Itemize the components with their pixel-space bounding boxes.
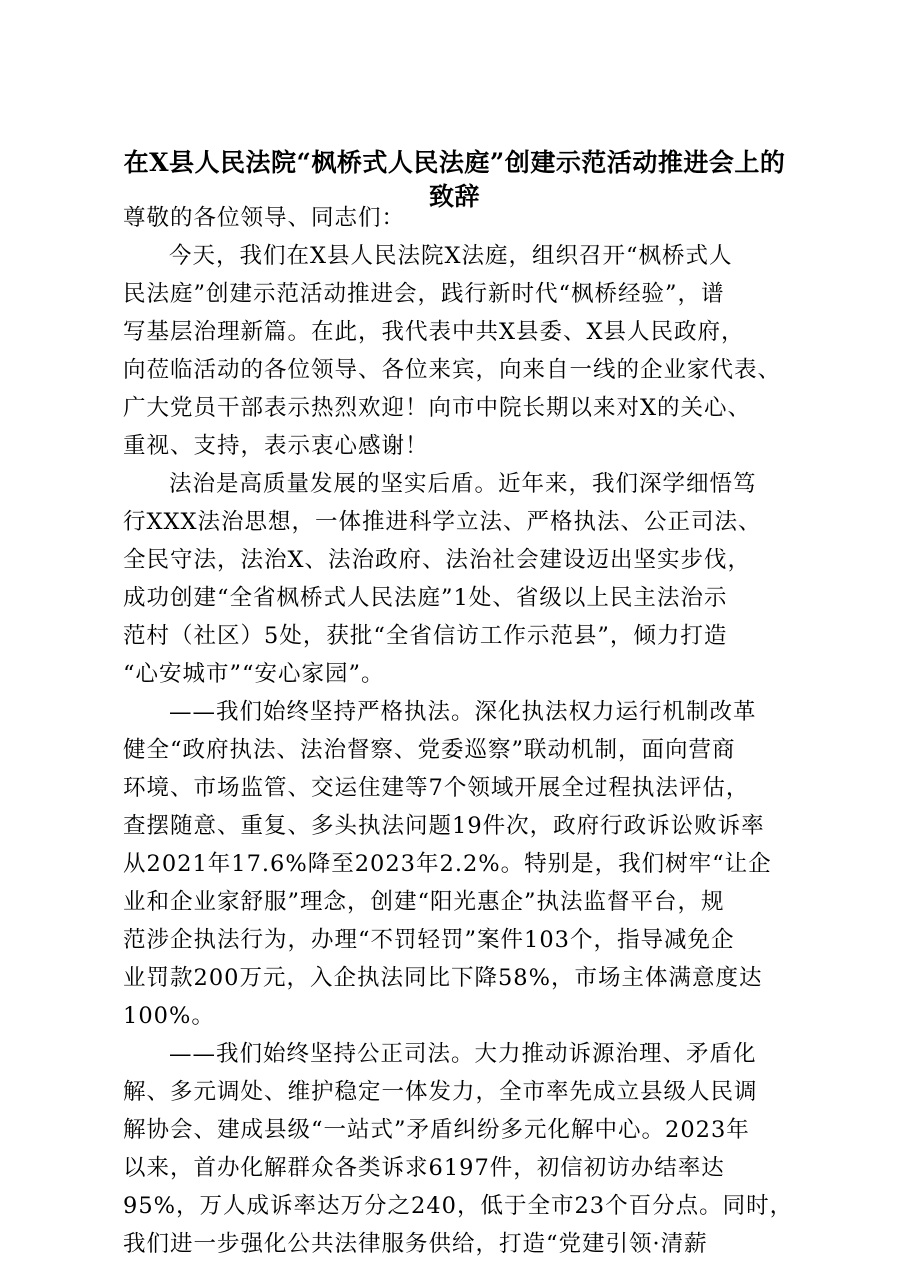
body-text-line: 范村（社区）5处，获批“全省信访工作示范县”，倾力打造 <box>123 623 728 649</box>
body-text-line: “心安城市”“安心家园”。 <box>123 661 385 687</box>
body-text-line: ——我们始终坚持公正司法。大力推动诉源治理、矛盾化 <box>169 1041 757 1067</box>
body-text-line: ——我们始终坚持严格执法。深化执法权力运行机制改革 <box>169 699 757 725</box>
body-text-line: 95%，万人成诉率达万分之240，低于全市23个百分点。同时， <box>123 1193 794 1219</box>
body-text-line: 成功创建“全省枫桥式人民法庭”1处、省级以上民主法治示 <box>123 585 728 611</box>
body-text-line: 我们进一步强化公共法律服务供给，打造“党建引领·清薪 <box>123 1231 708 1257</box>
body-text-line: 环境、市场监管、交运住建等7个领域开展全过程执法评估， <box>123 775 750 801</box>
document-title-line-2: 致辞 <box>428 182 480 211</box>
body-text-line: 今天，我们在X县人民法院X法庭，组织召开“枫桥式人 <box>169 243 733 269</box>
body-text-line: 全民守法，法治X、法治政府、法治社会建设迈出坚实步伐， <box>123 547 752 573</box>
body-text-line: 100%。 <box>123 1003 215 1029</box>
body-text-line: 范涉企执法行为，办理“不罚轻罚”案件103个，指导减免企 <box>123 927 735 953</box>
body-text-line: 民法庭”创建示范活动推进会，践行新时代“枫桥经验”，谱 <box>123 281 725 307</box>
document-title-line-1: 在X县人民法院“枫桥式人民法庭”创建示范活动推进会上的 <box>123 148 786 177</box>
body-text-line: 从2021年17.6%降至2023年2.2%。特别是，我们树牢“让企 <box>123 851 772 877</box>
body-text-line: 业罚款200万元，入企执法同比下降58%，市场主体满意度达 <box>123 965 763 991</box>
body-text-line: 查摆随意、重复、多头执法问题19件次，政府行政诉讼败诉率 <box>123 813 765 839</box>
body-text-line: 以来，首办化解群众各类诉求6197件，初信初访办结率达 <box>123 1155 725 1181</box>
body-text-line: 解协会、建成县级“一站式”矛盾纠纷多元化解中心。2023年 <box>123 1117 750 1143</box>
body-text-line: 行XXX法治思想，一体推进科学立法、严格执法、公正司法、 <box>123 509 762 535</box>
body-text-line: 健全“政府执法、法治督察、党委巡察”联动机制，面向营商 <box>123 737 736 763</box>
body-text-line: 法治是高质量发展的坚实后盾。近年来，我们深学细悟笃 <box>169 471 757 497</box>
body-text-line: 解、多元调处、维护稳定一体发力，全市率先成立县级人民调 <box>123 1079 758 1105</box>
body-text-line: 业和企业家舒服”理念，创建“阳光惠企”执法监督平台，规 <box>123 889 725 915</box>
body-text-line: 写基层治理新篇。在此，我代表中共X县委、X县人民政府， <box>123 319 745 345</box>
body-text-line: 广大党员干部表示热烈欢迎！向市中院长期以来对X的关心、 <box>123 395 752 421</box>
body-text-line: 重视、支持，表示衷心感谢！ <box>123 433 429 459</box>
body-text-line: 尊敬的各位领导、同志们： <box>123 205 406 231</box>
body-text-line: 向莅临活动的各位领导、各位来宾，向来自一线的企业家代表、 <box>123 357 782 383</box>
